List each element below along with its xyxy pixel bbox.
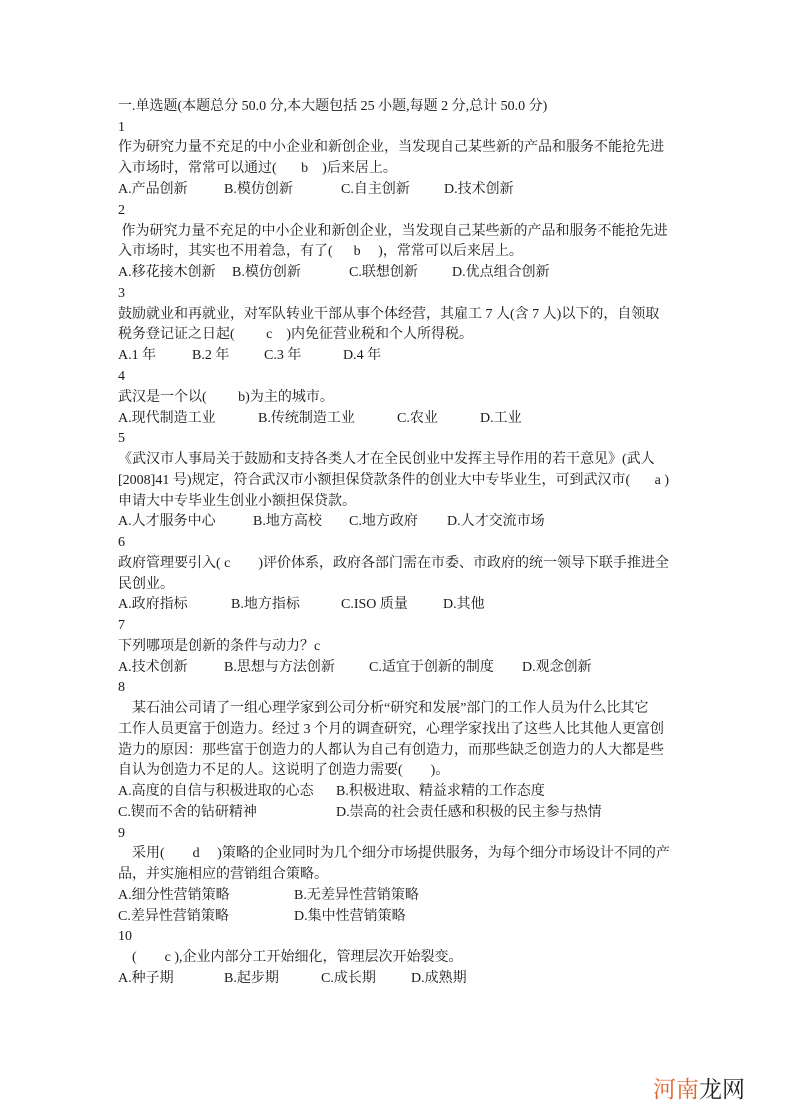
option-row bbox=[0, 179, 792, 200]
option-b: B.地方指标 bbox=[231, 597, 300, 612]
option-d: D.其他 bbox=[443, 597, 485, 612]
option-row bbox=[0, 906, 792, 927]
option-b: B.无差异性营销策略 bbox=[294, 888, 419, 903]
option-a: A.高度的自信与积极进取的心态 bbox=[118, 784, 314, 799]
question-stem-line: 作为研究力量不充足的中小企业和新创企业，当发现自己某些新的产品和服务不能抢先进 bbox=[118, 224, 668, 239]
question-number: 2 bbox=[118, 203, 125, 218]
option-d: D.崇高的社会责任感和积极的民主参与热情 bbox=[336, 805, 602, 820]
option-c: C.成长期 bbox=[321, 971, 376, 986]
option-a: A.人才服务中心 bbox=[118, 514, 216, 529]
question-stem-line: 税务登记证之日起( c )内免征营业税和个人所得税。 bbox=[118, 327, 474, 342]
option-a: A.政府指标 bbox=[118, 597, 188, 612]
question-stem-line: 品，并实施相应的营销组合策略。 bbox=[118, 867, 328, 882]
question-stem-line: 造力的原因：那些富于创造力的人都认为自己有创造力，而那些缺乏创造力的人大都是些 bbox=[118, 743, 664, 758]
option-b: B.传统制造工业 bbox=[258, 411, 355, 426]
question-stem-line: 民创业。 bbox=[118, 577, 174, 592]
question-stem-line: 武汉是一个以( b)为主的城市。 bbox=[118, 390, 334, 405]
watermark-part2: 龙网 bbox=[699, 1077, 745, 1103]
option-c: C.ISO 质量 bbox=[341, 597, 408, 612]
option-d: D.成熟期 bbox=[411, 971, 467, 986]
option-b: B.2 年 bbox=[192, 348, 230, 363]
option-c: C.农业 bbox=[397, 411, 438, 426]
option-a: A.技术创新 bbox=[118, 660, 188, 675]
option-c: C.适宜于创新的制度 bbox=[369, 660, 494, 675]
option-b: B.模仿创新 bbox=[224, 182, 293, 197]
question-number: 6 bbox=[118, 535, 125, 550]
option-a: A.1 年 bbox=[118, 348, 157, 363]
option-d: D.观念创新 bbox=[522, 660, 592, 675]
option-c: C.差异性营销策略 bbox=[118, 909, 229, 924]
watermark-logo bbox=[653, 1071, 745, 1104]
question-number: 10 bbox=[118, 929, 132, 944]
option-row bbox=[0, 968, 792, 989]
option-b: B.模仿创新 bbox=[232, 265, 301, 280]
option-row bbox=[0, 657, 792, 678]
question-stem-line: 下列哪项是创新的条件与动力？c bbox=[118, 639, 321, 654]
option-b: B.积极进取、精益求精的工作态度 bbox=[336, 784, 545, 799]
question-number: 5 bbox=[118, 431, 125, 446]
question-number: 9 bbox=[118, 826, 125, 841]
option-c: C.联想创新 bbox=[349, 265, 418, 280]
option-d: D.4 年 bbox=[343, 348, 382, 363]
option-d: D.技术创新 bbox=[444, 182, 514, 197]
question-number: 1 bbox=[118, 120, 125, 135]
question-stem-line: 某石油公司请了一组心理学家到公司分析“研究和发展”部门的工作人员为什么比其它 bbox=[118, 701, 649, 716]
option-d: D.集中性营销策略 bbox=[294, 909, 406, 924]
question-stem-line: 作为研究力量不充足的中小企业和新创企业，当发现自己某些新的产品和服务不能抢先进 bbox=[118, 140, 664, 155]
watermark-part1: 河南 bbox=[653, 1077, 699, 1103]
option-d: D.人才交流市场 bbox=[447, 514, 545, 529]
option-a: A.现代制造工业 bbox=[118, 411, 216, 426]
option-row bbox=[0, 594, 792, 615]
option-a: A.种子期 bbox=[118, 971, 174, 986]
option-row bbox=[0, 511, 792, 532]
option-a: A.移花接木创新 bbox=[118, 265, 216, 280]
question-stem-line: 自认为创造力不足的人。这说明了创造力需要( )。 bbox=[118, 763, 450, 778]
section-header: 一.单选题(本题总分 50.0 分,本大题包括 25 小题,每题 2 分,总计 50.0 分) bbox=[118, 99, 548, 114]
option-c: C.自主创新 bbox=[341, 182, 410, 197]
question-number: 8 bbox=[118, 680, 125, 695]
question-stem-line: 采用( d )策略的企业同时为几个细分市场提供服务，为每个细分市场设计不同的产 bbox=[118, 846, 670, 861]
question-number: 7 bbox=[118, 618, 125, 633]
question-stem-line: [2008]41 号)规定，符合武汉市小额担保贷款条件的创业大中专毕业生，可到武汉市( a ) bbox=[118, 473, 670, 488]
question-stem-line: 《武汉市人事局关于鼓励和支持各类人才在全民创业中发挥主导作用的若干意见》(武人 bbox=[118, 452, 655, 467]
option-a: A.细分性营销策略 bbox=[118, 888, 230, 903]
option-c: C.锲而不舍的钻研精神 bbox=[118, 805, 257, 820]
option-b: B.起步期 bbox=[224, 971, 279, 986]
option-row bbox=[0, 262, 792, 283]
option-row bbox=[0, 408, 792, 429]
question-number: 3 bbox=[118, 286, 125, 301]
question-stem-line: 申请大中专毕业生创业小额担保贷款。 bbox=[118, 494, 356, 509]
option-row bbox=[0, 781, 792, 802]
question-stem-line: ( c ),企业内部分工开始细化，管理层次开始裂变。 bbox=[118, 950, 463, 965]
question-stem-line: 鼓励就业和再就业，对军队转业干部从事个体经营，其雇工 7 人(含 7 人)以下的，自领取 bbox=[118, 307, 660, 322]
option-row bbox=[0, 885, 792, 906]
question-stem-line: 入市场时，常常可以通过( b )后来居上。 bbox=[118, 161, 397, 176]
option-b: B.地方高校 bbox=[253, 514, 322, 529]
option-c: C.3 年 bbox=[264, 348, 302, 363]
option-a: A.产品创新 bbox=[118, 182, 188, 197]
option-row bbox=[0, 802, 792, 823]
option-b: B.思想与方法创新 bbox=[224, 660, 335, 675]
option-c: C.地方政府 bbox=[349, 514, 418, 529]
question-number: 4 bbox=[118, 369, 125, 384]
question-stem-line: 政府管理要引入( c )评价体系，政府各部门需在市委、市政府的统一领导下联手推进全 bbox=[118, 556, 670, 571]
question-stem-line: 工作人员更富于创造力。经过 3 个月的调查研究，心理学家找出了这些人比其他人更富创 bbox=[118, 722, 664, 737]
option-d: D.优点组合创新 bbox=[452, 265, 550, 280]
option-row bbox=[0, 345, 792, 366]
question-stem-line: 入市场时，其实也不用着急，有了( b )，常常可以后来居上。 bbox=[118, 244, 523, 259]
option-d: D.工业 bbox=[480, 411, 522, 426]
